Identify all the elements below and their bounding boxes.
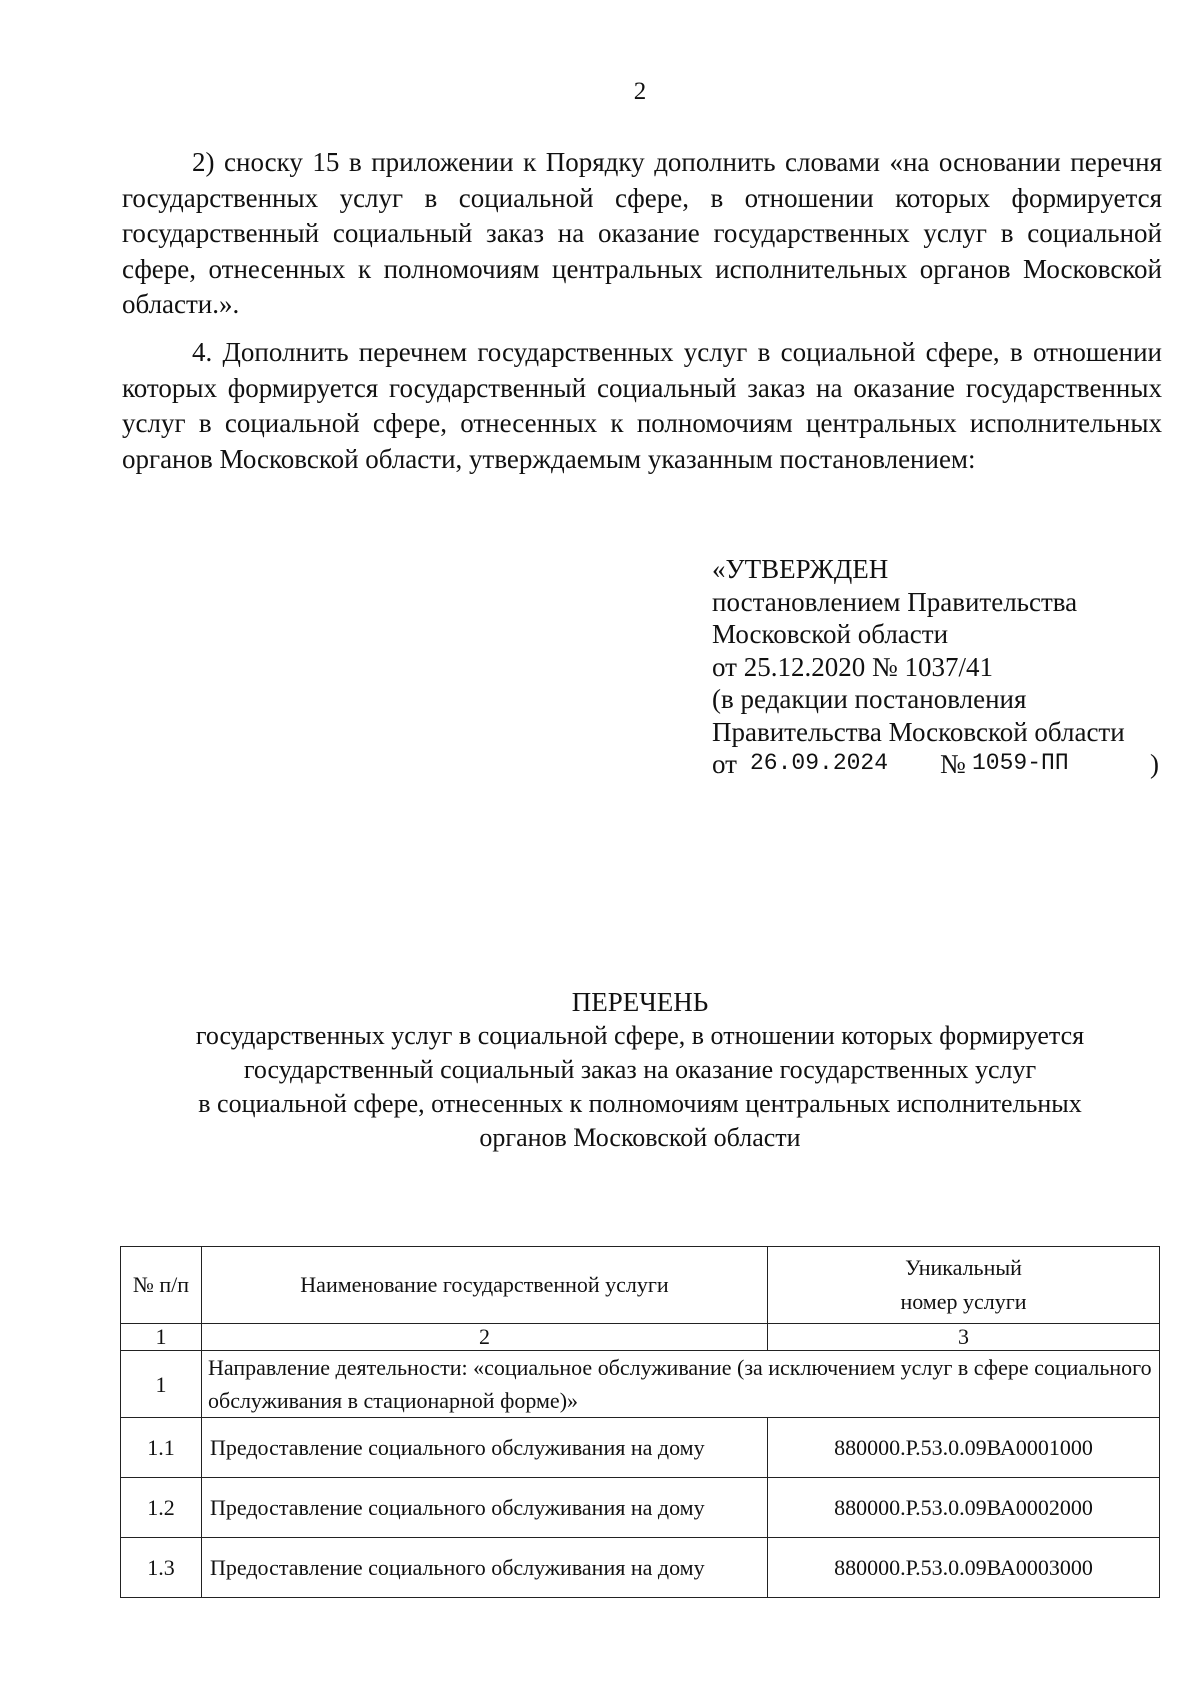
row-service-name: Предоставление социального обслуживания на дому bbox=[202, 1538, 768, 1598]
header-number: № п/п bbox=[121, 1247, 202, 1324]
row-service-name: Предоставление социального обслуживания на дому bbox=[202, 1418, 768, 1478]
row-service-code: 880000.Р.53.0.09ВА0003000 bbox=[768, 1538, 1160, 1598]
list-heading: ПЕРЕЧЕНЬ bbox=[571, 987, 709, 1017]
activity-group-row bbox=[121, 1351, 1160, 1418]
approval-stamp-block bbox=[712, 553, 1172, 780]
number-sign: № bbox=[940, 749, 966, 779]
approval-line: (в редакции постановления bbox=[712, 684, 1027, 714]
from-label: от bbox=[712, 749, 737, 779]
table-row bbox=[121, 1418, 1160, 1478]
list-title bbox=[120, 985, 1160, 1155]
list-subtitle-line: органов Московской области bbox=[479, 1123, 801, 1152]
approval-date-line bbox=[712, 748, 1172, 780]
group-number: 1 bbox=[121, 1351, 202, 1418]
row-number: 1.1 bbox=[121, 1418, 202, 1478]
approval-line: «УТВЕРЖДЕН bbox=[712, 554, 889, 584]
page-number: 2 bbox=[633, 78, 647, 105]
header-unique-number-line: номер услуги bbox=[900, 1289, 1027, 1314]
paragraph-item-4: 4. Дополнить перечнем государственных услуг в социальной сфере, в отношении которых формируется государственный социальный заказ на оказание государственных услуг в социальной сфере, отнесенных к полномочиям центральных исполнительных органов Московской области, утверждаемым указанным постановлением: bbox=[122, 337, 1162, 474]
resolution-date: 26.09.2024 bbox=[750, 750, 889, 776]
approval-line: Московской области bbox=[712, 619, 949, 649]
closing-parenthesis: ) bbox=[1150, 749, 1159, 779]
header-unique-number-line: Уникальный bbox=[905, 1255, 1022, 1280]
approval-line: от 25.12.2020 № 1037/41 bbox=[712, 651, 993, 682]
approval-line: постановлением Правительства bbox=[712, 586, 1078, 617]
row-number: 1.3 bbox=[121, 1538, 202, 1598]
row-number: 1.2 bbox=[121, 1478, 202, 1538]
row-service-code: 880000.Р.53.0.09ВА0002000 bbox=[768, 1478, 1160, 1538]
list-subtitle-line: в социальной сфере, отнесенных к полномочиям центральных исполнительных bbox=[198, 1089, 1082, 1118]
resolution-number: 1059-ПП bbox=[972, 750, 1069, 776]
paragraph-footnote-amendment: 2) сноску 15 в приложении к Порядку дополнить словами «на основании перечня государственных услуг в социальной сфере, в отношении которых формируется государственный социальный заказ на оказание государственных услуг в социальной сфере, отнесенных к полномочиям центральных исполнительных органов Московской области.». bbox=[122, 147, 1162, 319]
list-subtitle-line: государственных услуг в социальной сфере, в отношении которых формируется bbox=[195, 1021, 1085, 1050]
row-service-code: 880000.Р.53.0.09ВА0001000 bbox=[768, 1418, 1160, 1478]
column-number: 1 bbox=[121, 1324, 202, 1351]
approval-line: Правительства Московской области bbox=[712, 716, 1125, 747]
table-row bbox=[121, 1478, 1160, 1538]
table-header-row bbox=[121, 1247, 1160, 1324]
header-unique-number bbox=[768, 1247, 1160, 1324]
table-row bbox=[121, 1538, 1160, 1598]
row-service-name: Предоставление социального обслуживания на дому bbox=[202, 1478, 768, 1538]
column-number: 2 bbox=[202, 1324, 768, 1351]
group-description: Направление деятельности: «социальное обслуживание (за исключением услуг в сфере социального обслуживания в стационарной форме)» bbox=[202, 1351, 1160, 1418]
list-subtitle-line: государственный социальный заказ на оказание государственных услуг bbox=[243, 1055, 1037, 1084]
services-table bbox=[120, 1246, 1160, 1598]
column-number-row bbox=[121, 1324, 1160, 1351]
header-service-name: Наименование государственной услуги bbox=[202, 1247, 768, 1324]
column-number: 3 bbox=[768, 1324, 1160, 1351]
